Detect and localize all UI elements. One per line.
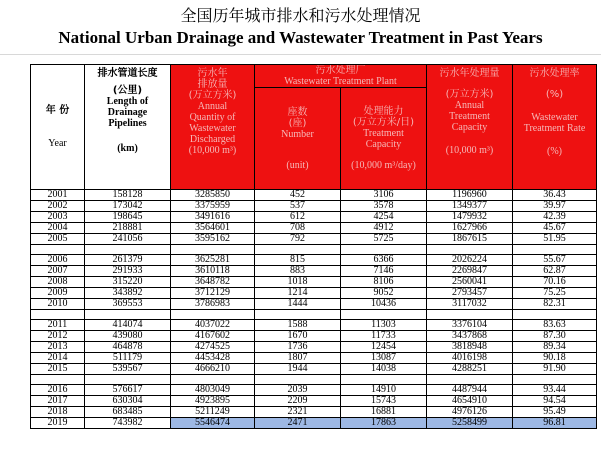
table-cell: 2007 xyxy=(31,266,85,277)
table-cell: 51.95 xyxy=(513,234,597,245)
spacer-cell xyxy=(171,245,255,255)
header-pipeline-length: 排水管道长度 (公里) Length of Drainage Pipelines (km) xyxy=(85,65,171,190)
spacer-row xyxy=(31,310,597,320)
table-cell: 16881 xyxy=(341,407,427,418)
table-cell: 883 xyxy=(255,266,341,277)
table-cell: 6366 xyxy=(341,255,427,266)
table-cell: 96.81 xyxy=(513,418,597,429)
table-cell: 5211249 xyxy=(171,407,255,418)
spacer-cell xyxy=(31,245,85,255)
table-cell: 2016 xyxy=(31,385,85,396)
table-cell: 2017 xyxy=(31,396,85,407)
table-cell: 2014 xyxy=(31,353,85,364)
table-cell: 1196960 xyxy=(427,190,513,201)
spacer-cell xyxy=(513,375,597,385)
table-cell: 464878 xyxy=(85,342,171,353)
table-cell: 241056 xyxy=(85,234,171,245)
table-row xyxy=(31,342,597,353)
table-cell: 4912 xyxy=(341,223,427,234)
table-cell: 1479932 xyxy=(427,212,513,223)
table-cell: 2039 xyxy=(255,385,341,396)
table-cell: 2002 xyxy=(31,201,85,212)
table-cell: 3106 xyxy=(341,190,427,201)
table-cell: 3437868 xyxy=(427,331,513,342)
table-cell: 4803049 xyxy=(171,385,255,396)
spacer-cell xyxy=(427,375,513,385)
table-cell: 2019 xyxy=(31,418,85,429)
table-row xyxy=(31,353,597,364)
drainage-table xyxy=(30,64,597,429)
table-cell: 4274525 xyxy=(171,342,255,353)
table-cell: 173042 xyxy=(85,201,171,212)
table-cell: 343892 xyxy=(85,288,171,299)
table-cell: 3648782 xyxy=(171,277,255,288)
table-cell: 4923895 xyxy=(171,396,255,407)
table-cell: 95.49 xyxy=(513,407,597,418)
table-cell: 17863 xyxy=(341,418,427,429)
header-plant-capacity: 处理能力 (万立方米/日) Treatment Capacity (10,000 m³/day) xyxy=(341,88,427,190)
header-plant-number: 座数 (座) Number (unit) xyxy=(255,88,341,190)
spacer-cell xyxy=(513,245,597,255)
table-cell: 1018 xyxy=(255,277,341,288)
table-cell: 15743 xyxy=(341,396,427,407)
table-row xyxy=(31,385,597,396)
table-cell: 452 xyxy=(255,190,341,201)
table-cell: 62.87 xyxy=(513,266,597,277)
table-cell: 708 xyxy=(255,223,341,234)
table-cell: 2006 xyxy=(31,255,85,266)
spacer-cell xyxy=(255,375,341,385)
table-row xyxy=(31,212,597,223)
table-cell: 11733 xyxy=(341,331,427,342)
table-cell: 3610118 xyxy=(171,266,255,277)
table-cell: 5546474 xyxy=(171,418,255,429)
table-row xyxy=(31,396,597,407)
table-cell: 94.54 xyxy=(513,396,597,407)
table-cell: 2269847 xyxy=(427,266,513,277)
table-cell: 5725 xyxy=(341,234,427,245)
table-cell: 5258499 xyxy=(427,418,513,429)
table-cell: 3595162 xyxy=(171,234,255,245)
spacer-cell xyxy=(427,245,513,255)
table-cell: 7146 xyxy=(341,266,427,277)
table-cell: 315220 xyxy=(85,277,171,288)
table-cell: 75.25 xyxy=(513,288,597,299)
spacer-cell xyxy=(513,310,597,320)
header-treatment-rate: 污水处理率 (%) Wastewater Treatment Rate (%) xyxy=(513,65,597,190)
table-cell: 3625281 xyxy=(171,255,255,266)
table-cell: 10436 xyxy=(341,299,427,310)
table-cell: 87.30 xyxy=(513,331,597,342)
table-row xyxy=(31,255,597,266)
table-row xyxy=(31,407,597,418)
table-cell: 2004 xyxy=(31,223,85,234)
header-annual-treatment: 污水年处理量 (万立方米) Annual Treatment Capacity (10,000 m³) xyxy=(427,65,513,190)
spacer-cell xyxy=(85,245,171,255)
table-cell: 2015 xyxy=(31,364,85,375)
table-row xyxy=(31,418,597,429)
table-cell: 539567 xyxy=(85,364,171,375)
table-row xyxy=(31,234,597,245)
table-cell: 3712129 xyxy=(171,288,255,299)
table-cell: 36.43 xyxy=(513,190,597,201)
header-year: 年 份 Year xyxy=(31,65,85,190)
table-cell: 1807 xyxy=(255,353,341,364)
table-cell: 2009 xyxy=(31,288,85,299)
table-row xyxy=(31,299,597,310)
table-cell: 14038 xyxy=(341,364,427,375)
table-cell: 2793457 xyxy=(427,288,513,299)
spacer-cell xyxy=(341,245,427,255)
table-cell: 4976126 xyxy=(427,407,513,418)
spacer-cell xyxy=(85,310,171,320)
table-cell: 2026224 xyxy=(427,255,513,266)
table-cell: 91.90 xyxy=(513,364,597,375)
table-cell: 55.67 xyxy=(513,255,597,266)
table-cell: 683485 xyxy=(85,407,171,418)
table-cell: 1349377 xyxy=(427,201,513,212)
table-cell: 1588 xyxy=(255,320,341,331)
table-cell: 1214 xyxy=(255,288,341,299)
spacer-cell xyxy=(31,310,85,320)
table-cell: 12454 xyxy=(341,342,427,353)
title-chinese: 全国历年城市排水和污水处理情况 xyxy=(180,6,421,25)
table-cell: 4254 xyxy=(341,212,427,223)
header-treatment-plant: 污水处理厂 Wastewater Treatment Plant xyxy=(255,65,427,88)
table-cell: 4666210 xyxy=(171,364,255,375)
table-cell: 8106 xyxy=(341,277,427,288)
table-cell: 11303 xyxy=(341,320,427,331)
table-cell: 3818948 xyxy=(427,342,513,353)
table-row xyxy=(31,277,597,288)
table-cell: 3376104 xyxy=(427,320,513,331)
table-row xyxy=(31,288,597,299)
table-cell: 1627966 xyxy=(427,223,513,234)
table-cell: 2010 xyxy=(31,299,85,310)
table-cell: 1867615 xyxy=(427,234,513,245)
table-cell: 4037022 xyxy=(171,320,255,331)
table-row xyxy=(31,201,597,212)
spacer-cell xyxy=(85,375,171,385)
spacer-cell xyxy=(427,310,513,320)
spacer-cell xyxy=(31,375,85,385)
table-cell: 2018 xyxy=(31,407,85,418)
table-cell: 14910 xyxy=(341,385,427,396)
table-cell: 576617 xyxy=(85,385,171,396)
table-cell: 261379 xyxy=(85,255,171,266)
table-cell: 3491616 xyxy=(171,212,255,223)
table-cell: 2011 xyxy=(31,320,85,331)
table-cell: 291933 xyxy=(85,266,171,277)
table-cell: 45.67 xyxy=(513,223,597,234)
table-cell: 2003 xyxy=(31,212,85,223)
table-cell: 743982 xyxy=(85,418,171,429)
table-cell: 4487944 xyxy=(427,385,513,396)
table-cell: 414074 xyxy=(85,320,171,331)
table-cell: 3375959 xyxy=(171,201,255,212)
spacer-cell xyxy=(171,310,255,320)
table-cell: 792 xyxy=(255,234,341,245)
table-cell: 218881 xyxy=(85,223,171,234)
table-cell: 612 xyxy=(255,212,341,223)
table-cell: 93.44 xyxy=(513,385,597,396)
sheet-gridline xyxy=(0,54,601,55)
spacer-cell xyxy=(341,375,427,385)
table-cell: 1670 xyxy=(255,331,341,342)
table-cell: 3285850 xyxy=(171,190,255,201)
table-body xyxy=(31,190,597,429)
table-cell: 2013 xyxy=(31,342,85,353)
table-cell: 2012 xyxy=(31,331,85,342)
table-cell: 90.18 xyxy=(513,353,597,364)
table-cell: 2001 xyxy=(31,190,85,201)
header-discharge: 污水年 排放量 (万立方米) Annual Quantity of Wastewater Discharged (10,000 m³) xyxy=(171,65,255,190)
table-cell: 511179 xyxy=(85,353,171,364)
spacer-row xyxy=(31,375,597,385)
table-cell: 1444 xyxy=(255,299,341,310)
spacer-cell xyxy=(341,310,427,320)
title-english: National Urban Drainage and Wastewater Treatment in Past Years xyxy=(58,28,543,47)
table-cell: 9052 xyxy=(341,288,427,299)
table-row xyxy=(31,266,597,277)
table-row xyxy=(31,320,597,331)
table-cell: 39.97 xyxy=(513,201,597,212)
table-row xyxy=(31,190,597,201)
table-row xyxy=(31,223,597,234)
table-row xyxy=(31,331,597,342)
table-cell: 4016198 xyxy=(427,353,513,364)
table-cell: 3786983 xyxy=(171,299,255,310)
table-cell: 537 xyxy=(255,201,341,212)
table-cell: 83.63 xyxy=(513,320,597,331)
spacer-cell xyxy=(171,375,255,385)
table-cell: 2321 xyxy=(255,407,341,418)
spacer-row xyxy=(31,245,597,255)
table-cell: 158128 xyxy=(85,190,171,201)
table-cell: 42.39 xyxy=(513,212,597,223)
table-cell: 369553 xyxy=(85,299,171,310)
table-cell: 4453428 xyxy=(171,353,255,364)
table-cell: 82.31 xyxy=(513,299,597,310)
table-cell: 1736 xyxy=(255,342,341,353)
table-cell: 4654910 xyxy=(427,396,513,407)
spacer-cell xyxy=(255,245,341,255)
spacer-cell xyxy=(255,310,341,320)
table-cell: 439080 xyxy=(85,331,171,342)
table-cell: 3564601 xyxy=(171,223,255,234)
table-cell: 89.34 xyxy=(513,342,597,353)
table-cell: 2471 xyxy=(255,418,341,429)
table-cell: 2560041 xyxy=(427,277,513,288)
table-cell: 198645 xyxy=(85,212,171,223)
table-cell: 13087 xyxy=(341,353,427,364)
table-cell: 1944 xyxy=(255,364,341,375)
table-cell: 70.16 xyxy=(513,277,597,288)
table-cell: 4167602 xyxy=(171,331,255,342)
table-cell: 2209 xyxy=(255,396,341,407)
table-cell: 4288251 xyxy=(427,364,513,375)
table-cell: 2008 xyxy=(31,277,85,288)
table-row xyxy=(31,364,597,375)
table-cell: 815 xyxy=(255,255,341,266)
table-cell: 630304 xyxy=(85,396,171,407)
table-cell: 3578 xyxy=(341,201,427,212)
table-cell: 2005 xyxy=(31,234,85,245)
table-cell: 3117032 xyxy=(427,299,513,310)
